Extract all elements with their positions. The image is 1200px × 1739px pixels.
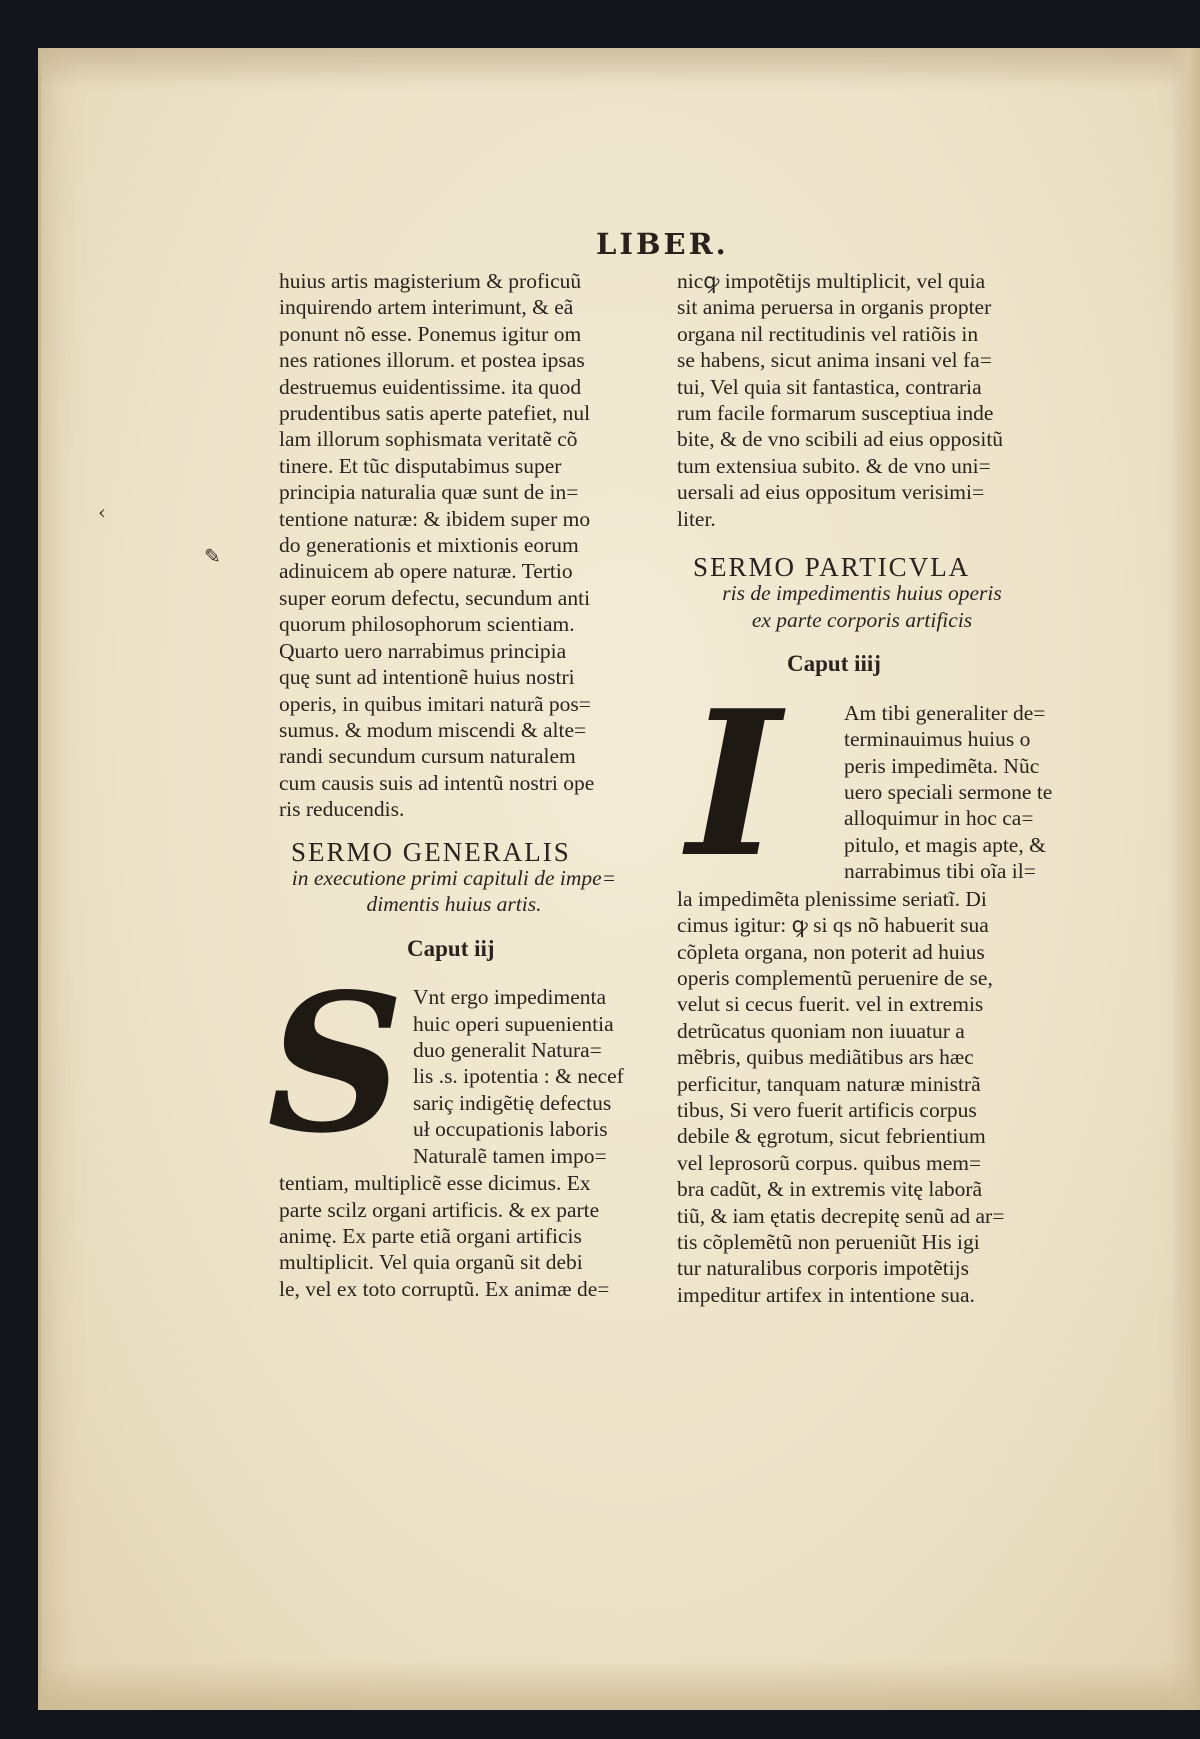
text-line: super eorum defectu, secundum anti (279, 585, 591, 610)
left-caput: Caput iij (407, 935, 495, 961)
text-line: randi secundum cursum naturalem (279, 744, 576, 769)
text-line: tibus, Si vero fuerit artificis corpus (677, 1097, 977, 1122)
text-line: nicꝙ impotẽtijs multiplicit, vel quia (677, 269, 986, 293)
text-line: se habens, sicut anima insani vel fa= (677, 348, 992, 373)
text-line: destruemus euidentissime. ita quod (279, 374, 582, 399)
right-heading: SERMO PARTICVLA (693, 552, 971, 583)
right-indented-text (844, 700, 1052, 885)
text-line: mẽbris, quibus mediãtibus ars hæc (677, 1045, 974, 1070)
right-dropcap: I (687, 666, 781, 902)
text-line: dimentis huius artis. (366, 892, 542, 917)
text-line: tis cõplemẽtũ non perueniũt His igi (677, 1229, 980, 1254)
text-line: in executione primi capituli de impe= (291, 865, 617, 890)
text-line: tiũ, & iam ętatis decrepitę senũ ad ar= (677, 1203, 1005, 1228)
text-line: perficitur, tanquam naturæ ministrã (677, 1071, 981, 1096)
text-line: do generationis et mixtionis eorum (279, 533, 579, 558)
text-line: uersali ad eius oppositum verisimi= (677, 480, 985, 505)
left-column (267, 268, 649, 1302)
text-line: sumus. & modum miscendi & alte= (279, 717, 587, 742)
text-line: duo generalit Natura= (413, 1037, 602, 1062)
text-line: bite, & de vno scibili ad eius oppositũ (677, 427, 1004, 452)
text-line: ponunt nõ esse. Ponemus igitur om (279, 321, 582, 346)
text-line: huic operi supuenientia (413, 1011, 614, 1036)
text-line: cimus igitur: ꝙ si qs nõ habuerit sua (677, 913, 989, 938)
margin-mark: ‹ (98, 500, 106, 524)
margin-mark-2: ✎ (204, 544, 221, 568)
text-line: lam illorum sophismata veritatẽ cõ (279, 427, 578, 452)
text-line: terminauimus huius o (844, 727, 1031, 752)
text-line: tur naturalibus corporis impotẽtijs (677, 1256, 969, 1281)
text-line: organa nil rectitudinis vel ratiõis in (677, 321, 979, 346)
text-line: quę sunt ad intentionẽ huius nostri (279, 665, 575, 690)
text-line: Naturalẽ tamen impo= (413, 1143, 607, 1168)
left-text-top (279, 268, 649, 823)
text-line: la impedimẽta plenissime seriatĩ. Di (677, 886, 987, 911)
text-line: cum causis suis ad intentũ nostri ope (279, 770, 595, 795)
text-line: alloquimur in hoc ca= (844, 806, 1034, 831)
text-line: multiplicit. Vel quia organũ sit debi (279, 1250, 583, 1275)
text-line: tentione naturæ: & ibidem super mo (279, 506, 591, 531)
text-line: huius artis magisterium & proficuũ (279, 269, 582, 293)
text-line: liter. (677, 506, 716, 531)
text-line: tui, Vel quia sit fantastica, contraria (677, 374, 982, 399)
text-line: operis complementũ peruenire de se, (677, 965, 993, 990)
left-text-bottom (279, 1170, 649, 1302)
text-line: narrabimus tibi oĩa il= (844, 859, 1036, 884)
left-dropcap: S (267, 952, 405, 1176)
text-line: prudentibus satis aperte patefiet, nul (279, 401, 591, 426)
text-line: cõpleta organa, non poterit ad huius (677, 939, 985, 964)
text-line: ex parte corporis artificis (751, 607, 973, 632)
text-line: peris impedimẽta. Nũc (844, 753, 1040, 778)
text-line: vel leprosorũ corpus. quibus mem= (677, 1150, 982, 1175)
text-line: uero speciali sermone te (844, 779, 1053, 804)
text-line: sit anima peruersa in organis propter (677, 295, 992, 320)
text-line: tum extensiua subito. & de vno uni= (677, 453, 991, 478)
text-line: ris reducendis. (279, 797, 405, 822)
text-line: detrũcatus quoniam non iuuatur a (677, 1018, 965, 1043)
text-line: sariç indigẽtię defectus (413, 1090, 612, 1115)
right-column (677, 268, 1053, 1308)
text-line: inquirendo artem interimunt, & eã (279, 295, 574, 320)
text-line: adinuicem ab opere naturæ. Tertio (279, 559, 573, 584)
text-line: principia naturalia quæ sunt de in= (279, 480, 579, 505)
text-line: le, vel ex toto corruptũ. Ex animæ de= (279, 1276, 610, 1301)
right-subheading (677, 580, 1047, 633)
text-line: uł occupationis laboris (413, 1117, 608, 1142)
left-heading: SERMO GENERALIS (291, 836, 571, 867)
text-line: quorum philosophorum scientiam. (279, 612, 575, 637)
text-line: Vnt ergo impedimenta (413, 985, 607, 1010)
text-line: velut si cecus fuerit. vel in extremis (677, 992, 984, 1017)
left-subheading (259, 865, 649, 918)
text-line: tinere. Et tũc disputabimus super (279, 453, 562, 478)
page-bottom-shadow (38, 1660, 1200, 1710)
right-text-bottom (677, 886, 1047, 1309)
text-line: ris de impedimentis huius operis (722, 581, 1002, 606)
left-indented-text (413, 984, 624, 1169)
right-text-top (677, 268, 1047, 532)
text-line: animę. Ex parte etiã organi artificis (279, 1223, 582, 1248)
text-line: bra cadũt, & in extremis vitę laborã (677, 1177, 983, 1202)
page-top-shadow (38, 48, 1200, 88)
text-line: debile & ęgrotum, sicut febrientium (677, 1124, 986, 1149)
text-line: tentiam, multiplicẽ esse dicimus. Ex (279, 1171, 591, 1196)
text-line: impeditur artifex in intentione sua. (677, 1282, 975, 1307)
right-caput: Caput iiij (787, 651, 881, 677)
text-line: lis .s. ipotentia : & necef (413, 1064, 624, 1089)
page-right-edge (1170, 48, 1200, 1710)
text-line: Am tibi generaliter de= (844, 700, 1046, 725)
text-line: pitulo, et magis apte, & (844, 832, 1046, 857)
text-line: rum facile formarum susceptiua inde (677, 401, 994, 426)
text-line: parte scilz organi artificis. & ex parte (279, 1197, 600, 1222)
running-head: LIBER. (596, 227, 729, 261)
text-line: Quarto uero narrabimus principia (279, 638, 567, 663)
text-line: nes rationes illorum. et postea ipsas (279, 348, 585, 373)
text-line: operis, in quibus imitari naturã pos= (279, 691, 591, 716)
